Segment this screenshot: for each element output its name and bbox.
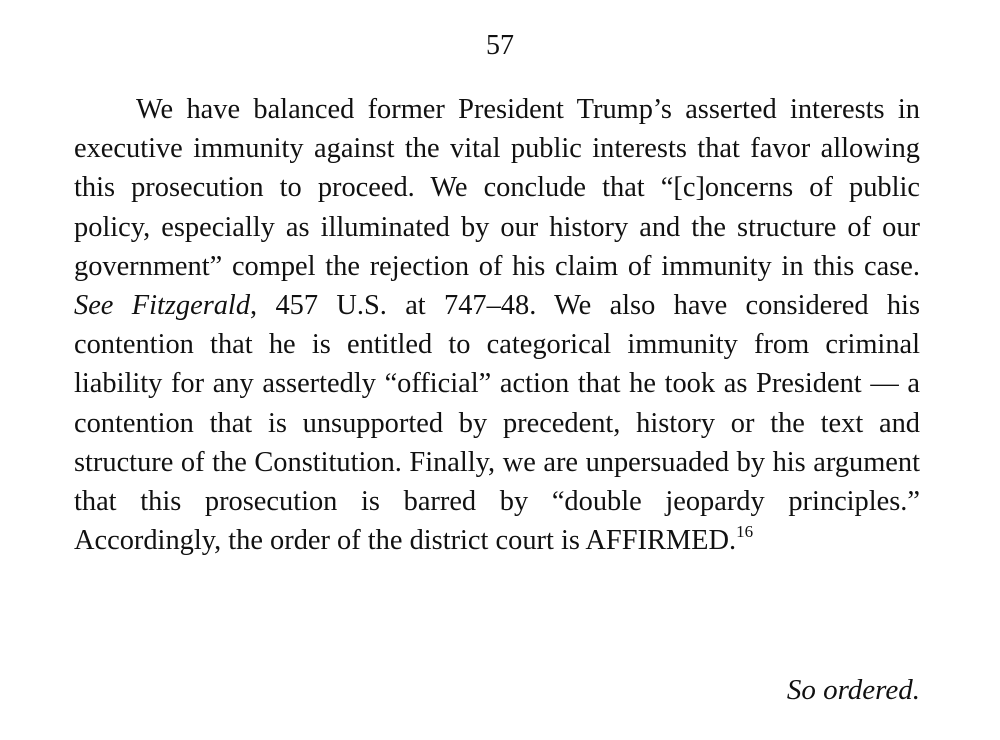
opinion-text-continued: , 457 U.S. at 747–48. We also have considered his contention that he is entitled to categorical immunity from criminal liability for any assertedly “official” action that he took as President — a contention that is unsupported by precedent, history or the text and structure of the Constitution. Finally, we are unpersuaded by his argument that this prosecution is barred by “double jeopardy principles.” Accordingly, the order of the district court is AFFIRMED. [74, 290, 920, 557]
opinion-paragraph [74, 90, 920, 560]
footnote-marker: 16 [736, 522, 754, 542]
opinion-text: We have balanced former President Trump’s asserted interests in executive immunity against the vital public interests that favor allowing this prosecution to proceed. We conclude that “[c]oncerns of public policy, especially as illuminated by our history and the structure of our government” compel the rejection of his claim of immunity in this case. [74, 94, 920, 282]
closing-order: So ordered. [786, 674, 920, 706]
page-number: 57 [486, 30, 514, 61]
case-citation: See Fitzgerald [74, 290, 251, 322]
